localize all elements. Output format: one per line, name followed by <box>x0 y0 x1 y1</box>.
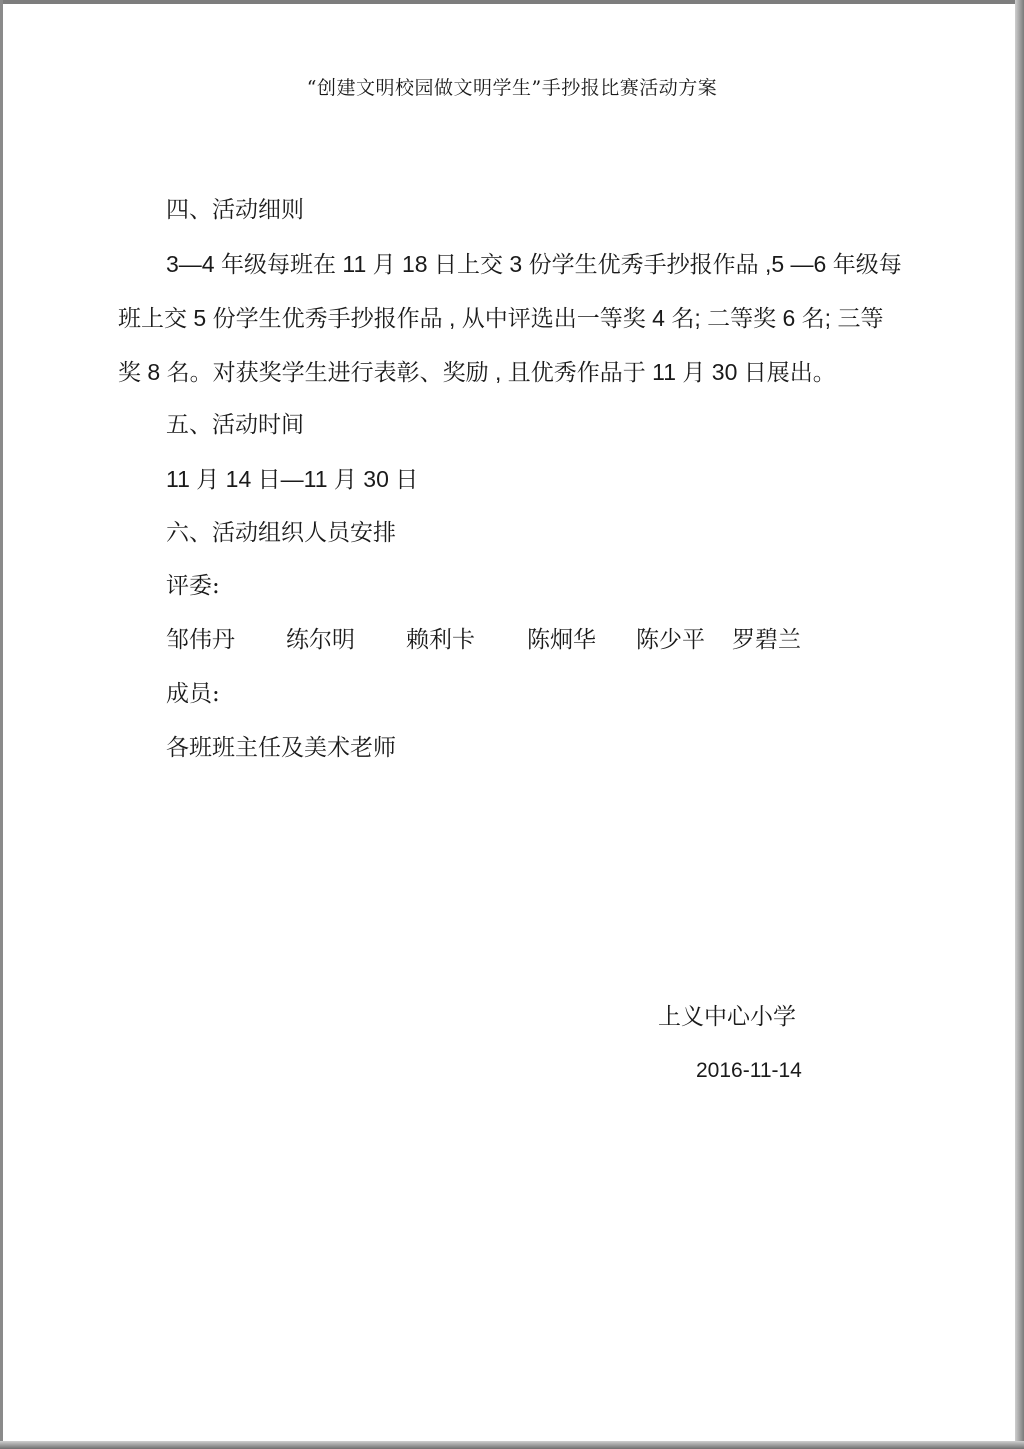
judge-name: 陈少平 <box>636 627 705 653</box>
judges-list <box>0 625 1024 655</box>
signature-school: 上义中心小学 <box>658 1004 796 1030</box>
page-border-top <box>0 0 1024 4</box>
section-4-body-line-3: 奖 8 名。对获奖学生进行表彰、奖励 , 且优秀作品于 11 月 30 日展出。 <box>118 359 836 385</box>
document-header: “创建文明校园做文明学生”手抄报比赛活动方案 <box>306 77 718 99</box>
page-border-right <box>1015 0 1024 1449</box>
judge-name: 罗碧兰 <box>732 627 801 653</box>
judge-name: 赖利卡 <box>406 627 475 653</box>
page-border-left <box>0 0 3 1449</box>
section-4-body-line-1: 3—4 年级每班在 11 月 18 日上交 3 份学生优秀手抄报作品 ,5 —6 年级每 <box>166 251 902 277</box>
section-4-heading: 四、活动细则 <box>166 197 304 223</box>
section-5-heading: 五、活动时间 <box>166 412 304 438</box>
signature-date: 2016-11-14 <box>696 1059 802 1082</box>
page-border-bottom <box>0 1441 1024 1449</box>
judge-name: 邹伟丹 <box>166 627 235 653</box>
judge-name: 练尔明 <box>286 627 355 653</box>
section-4-body-line-2: 班上交 5 份学生优秀手抄报作品 , 从中评选出一等奖 4 名; 二等奖 6 名; 三等 <box>118 305 884 331</box>
judge-name: 陈炯华 <box>527 627 596 653</box>
members-label: 成员: <box>166 681 220 707</box>
activity-time-range: 11 月 14 日—11 月 30 日 <box>166 466 419 492</box>
members-text: 各班班主任及美术老师 <box>166 735 396 761</box>
judges-label: 评委: <box>166 573 220 599</box>
section-6-heading: 六、活动组织人员安排 <box>166 520 396 546</box>
